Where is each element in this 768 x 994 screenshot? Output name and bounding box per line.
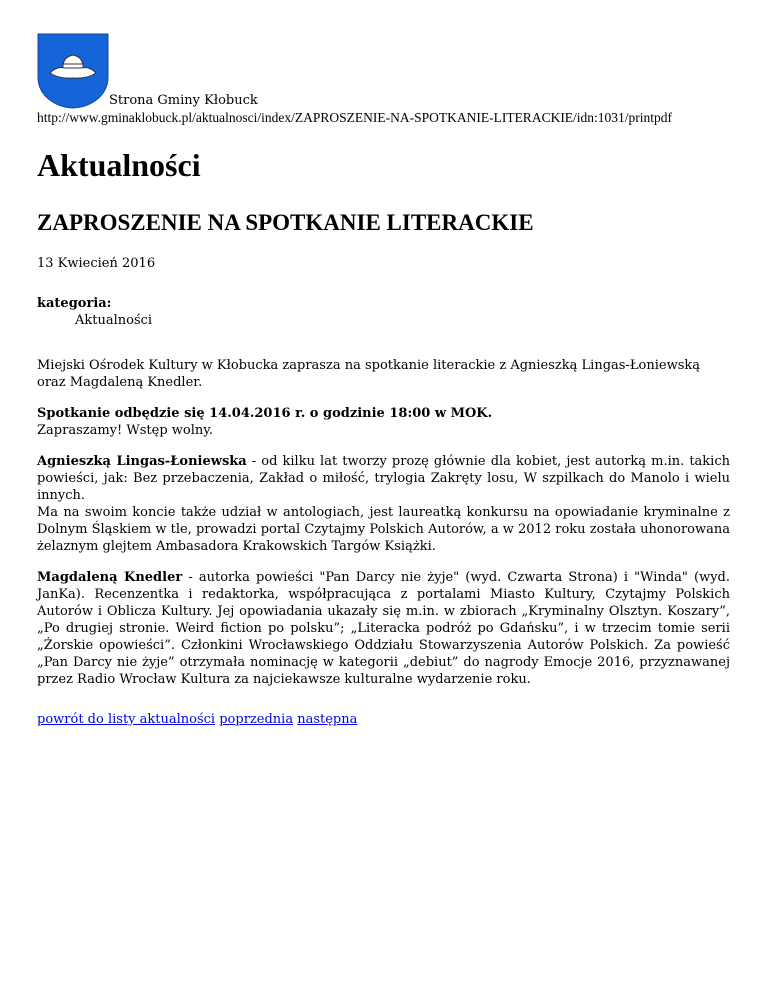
- author1-bio-continued: Ma na swoim koncie także udział w antologiach, jest laureatką konkursu na opowiadanie kryminalne z Dolnym Śląskiem w tle, prowadzi portal Czytajmy Polskich Autorów, a w 2012 roku została uhonorowana żelaznym glejtem Ambasadora Krakowskich Targów Książki.: [37, 505, 730, 554]
- article-title: ZAPROSZENIE NA SPOTKANIE LITERACKIE: [37, 210, 534, 235]
- intro-paragraph: Miejski Ośrodek Kultury w Kłobucka zaprasza na spotkanie literackie z Agnieszką Lingas-Łoniewską oraz Magdaleną Knedler.: [37, 358, 700, 390]
- article-content: [37, 357, 730, 688]
- author1-name: Agnieszką Lingas-Łoniewska: [37, 454, 247, 469]
- meeting-invite: Zapraszamy! Wstęp wolny.: [37, 423, 214, 438]
- author2-bio: - autorka powieści "Pan Darcy nie żyje" (wyd. Czwarta Strona) i "Winda" (wyd. JanKa). Recenzentka i redaktorka, współpracująca z portalami Miasto Kultury, Czytajmy Polskich Autorów i Oblicza Kultury. Jej opowiadania ukazały się m.in. w zbiorach „Kryminalny Olsztyn. Koszary”, „Po drugiej stronie. Weird fiction po polsku”; „Literacka podróż po Gdańsku”, i w trzecim tomie serii „Żorskie opowieści”. Członkini Wrocławskiego Oddziału Stowarzyszenia Autorów Polskich. Za powieść „Pan Darcy nie żyje” otrzymała nominację w kategorii „debiut” do nagrody Emocje 2016, przyznawanej przez Radio Wrocław Kultura za najciekawsze kulturalne wydarzenie roku.: [37, 570, 731, 687]
- category-value: Aktualności: [75, 313, 153, 328]
- next-link[interactable]: następna: [297, 712, 358, 727]
- back-to-list-link[interactable]: powrót do listy aktualności: [37, 712, 216, 727]
- site-header: [37, 33, 730, 126]
- category-block: [37, 295, 730, 329]
- page: [37, 33, 730, 727]
- page-title: Aktualności: [37, 147, 201, 183]
- category-label: kategoria:: [37, 296, 112, 311]
- site-name: Strona Gminy Kłobuck: [109, 93, 258, 108]
- author1-bio: - od kilku lat tworzy prozę głównie dla kobiet, jest autorką m.in. takich powieści, jak: Bez przebaczenia, Zakład o miłość, trylogia Zakręty losu, W szpilkach do Manolo i wielu innych.: [37, 454, 730, 503]
- previous-link[interactable]: poprzednia: [219, 712, 294, 727]
- coat-of-arms-hat-icon: [37, 33, 109, 109]
- article-date: 13 Kwiecień 2016: [37, 256, 156, 271]
- navigation-links: [37, 712, 730, 727]
- author2-paragraph: [37, 569, 730, 688]
- meeting-paragraph: [37, 405, 730, 439]
- meeting-info: Spotkanie odbędzie się 14.04.2016 r. o godzinie 18:00 w MOK.: [37, 406, 493, 421]
- author2-name: Magdaleną Knedler: [37, 570, 183, 585]
- site-url: http://www.gminaklobuck.pl/aktualnosci/index/ZAPROSZENIE-NA-SPOTKANIE-LITERACKIE/idn:1031/printpdf: [37, 110, 673, 125]
- author1-paragraph: [37, 453, 730, 555]
